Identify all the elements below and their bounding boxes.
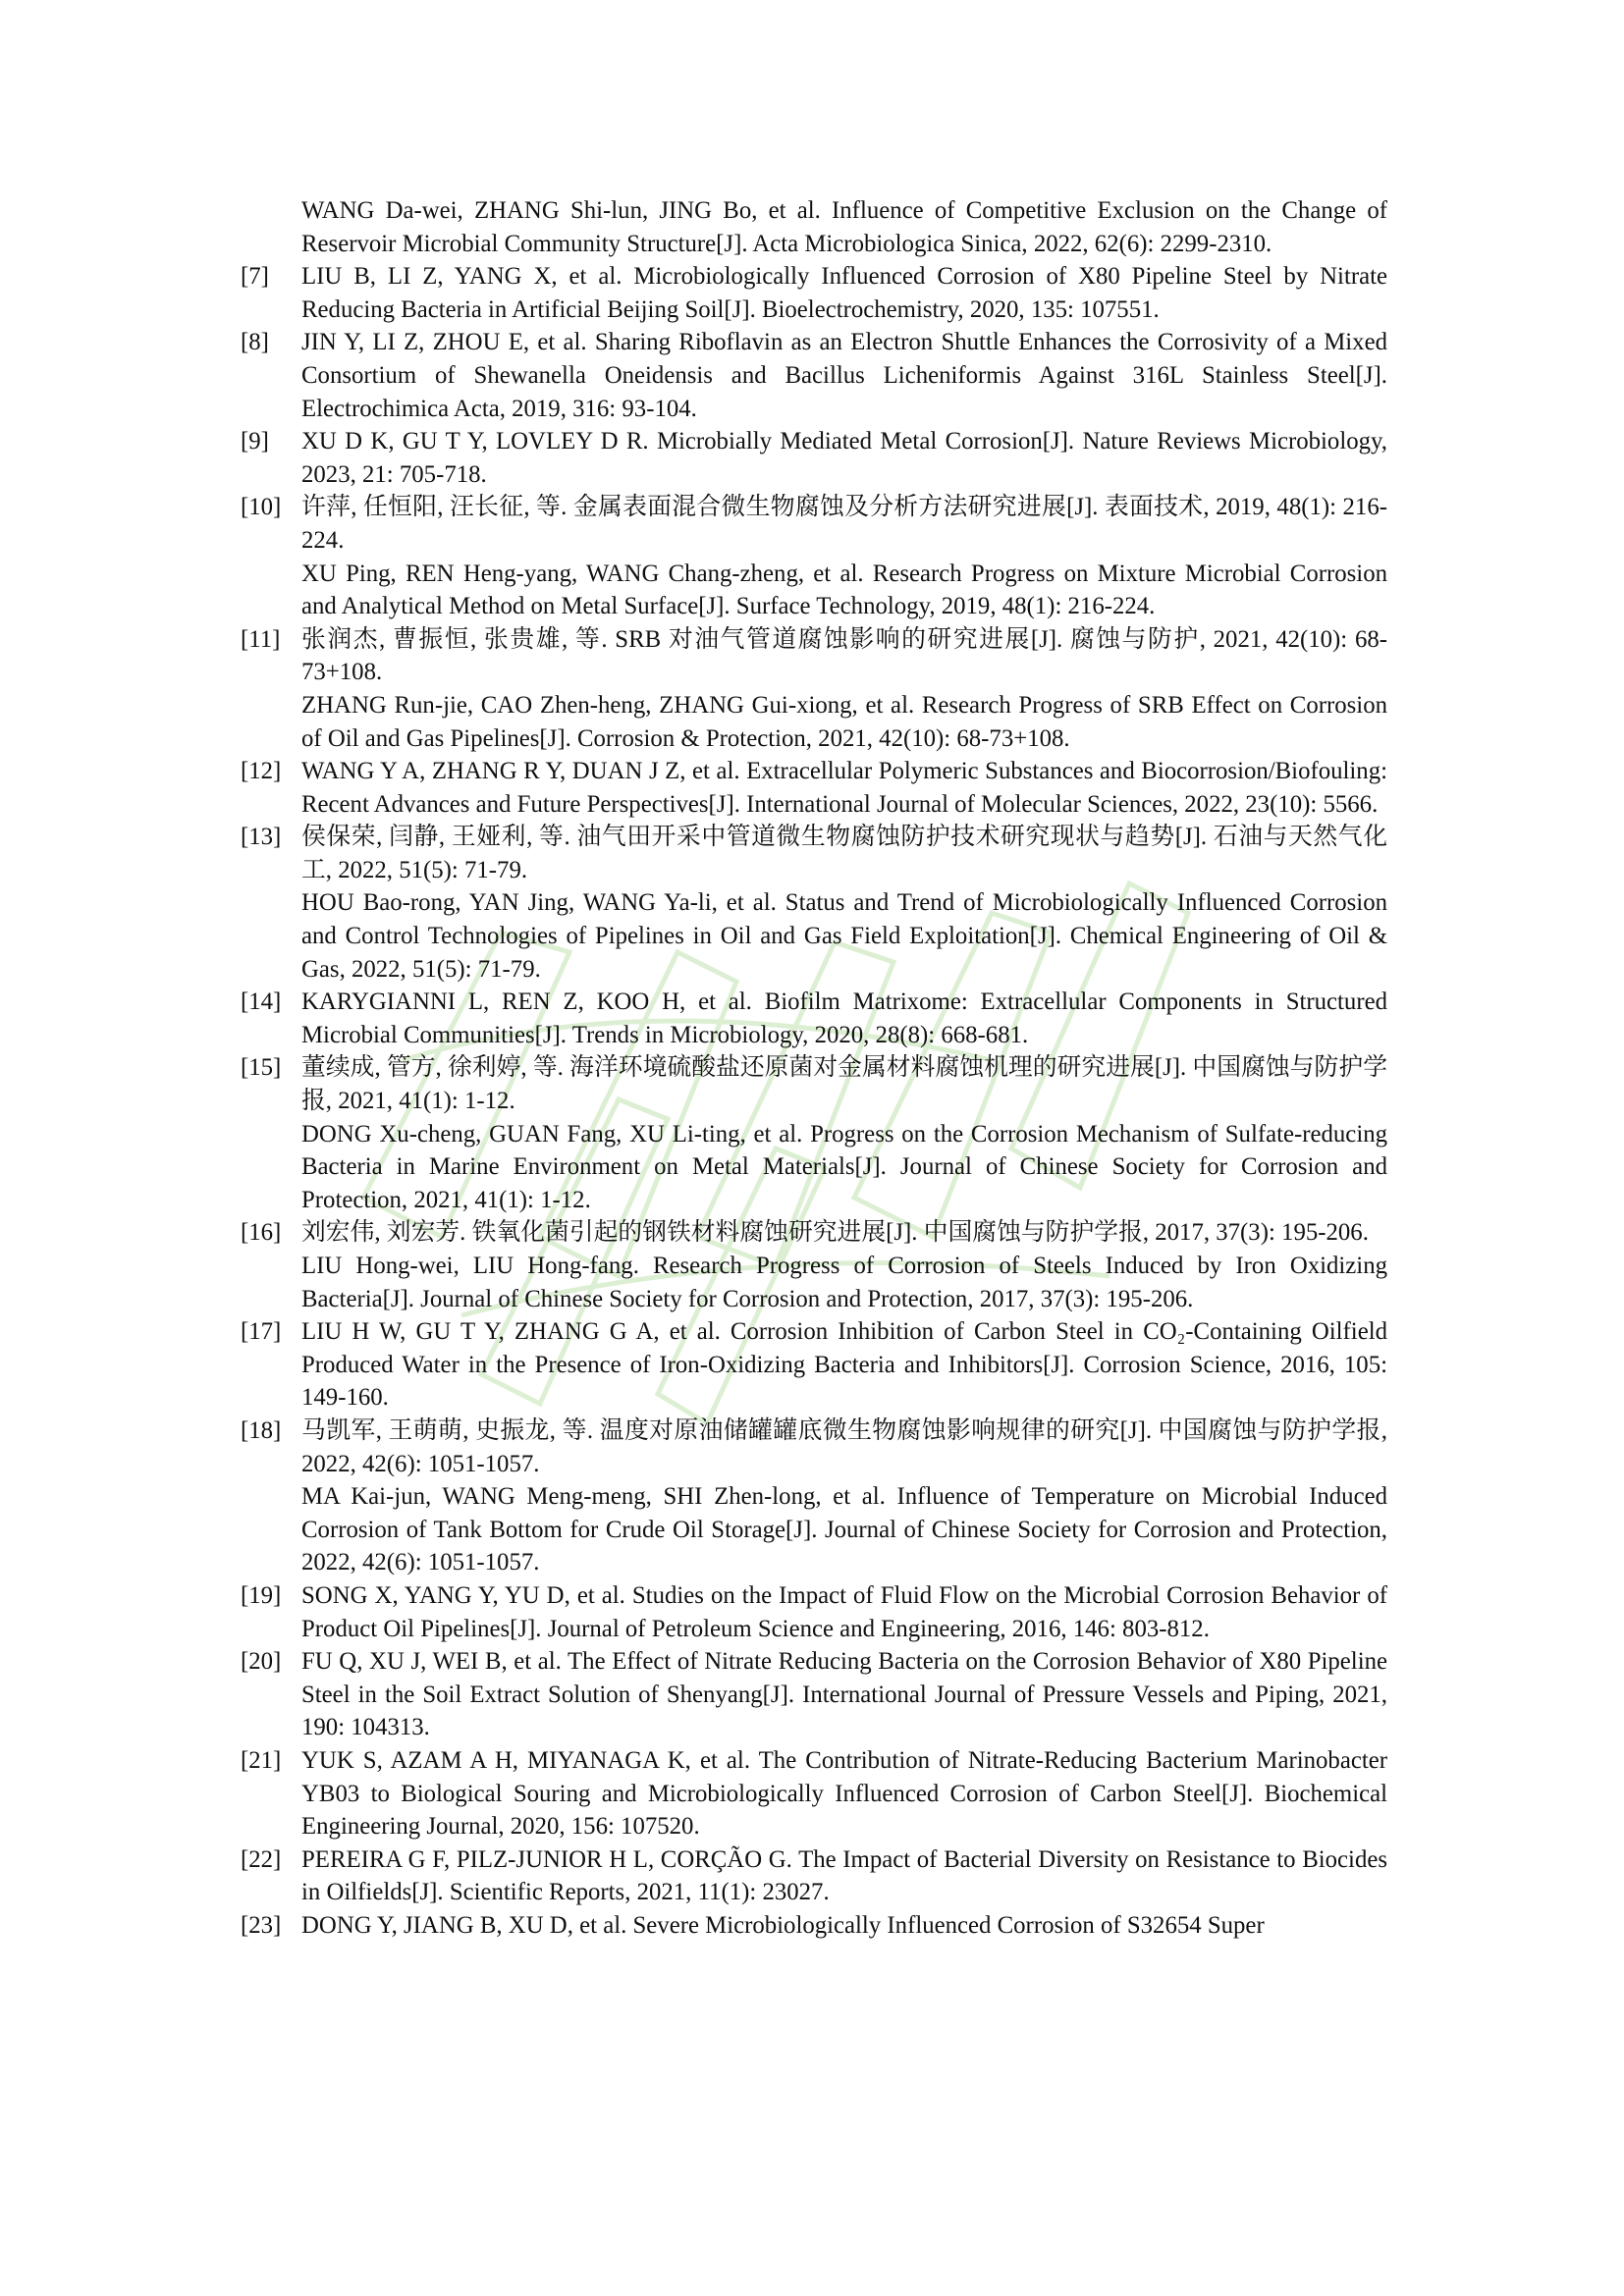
reference-text: ZHANG Run-jie, CAO Zhen-heng, ZHANG Gui-xiong, et al. Research Progress of SRB Effect on Corrosion of Oil and Gas Pipelines[J]. Corrosion & Protection, 2021, 42(10): 68-73+108. [301,691,1387,752]
reference-entry [241,1051,1387,1216]
reference-text: DONG Xu-cheng, GUAN Fang, XU Li-ting, et al. Progress on the Corrosion Mechanism of Sulfate-reducing Bacteria in Marine Environment on Metal Materials[J]. Journal of Chinese Society for Corrosion and Protection, 2021, 41(1): 1-12. [301,1120,1387,1213]
reference-text: LIU B, LI Z, YANG X, et al. Microbiologically Influenced Corrosion of X80 Pipeline Steel by Nitrate Reducing Bacteria in Artificial Beijing Soil[J]. Bioelectrochemistry, 2020, 135: 107551. [301,263,1387,323]
reference-number: [16] [241,1219,282,1247]
reference-entry [241,491,1387,622]
reference-text: FU Q, XU J, WEI B, et al. The Effect of Nitrate Reducing Bacteria on the Corrosion Behavior of X80 Pipeline Steel in the Soil Extract Solution of Shenyang[J]. International Journal of Pressure Vessels and Piping, 2021, 190: 104313. [301,1648,1387,1741]
reference-text: XU D K, GU T Y, LOVLEY D R. Microbially Mediated Metal Corrosion[J]. Nature Reviews Microbiology, 2023, 21: 705-718. [301,428,1387,488]
reference-text: 马凯军, 王萌萌, 史振龙, 等. 温度对原油储罐罐底微生物腐蚀影响规律的研究[J]. 中国腐蚀与防护学报, 2022, 42(6): 1051-1057. [301,1416,1387,1477]
reference-number: [9] [241,428,269,455]
reference-entry [241,1645,1387,1744]
reference-entry [241,326,1387,425]
reference-text: SONG X, YANG Y, YU D, et al. Studies on the Impact of Fluid Flow on the Microbial Corrosion Behavior of Product Oil Pipelines[J]. Journal of Petroleum Science and Engineering, 2016, 146: 803-812. [301,1581,1387,1642]
reference-text: 张润杰, 曹振恒, 张贵雄, 等. SRB 对油气管道腐蚀影响的研究进展[J]. 腐蚀与防护, 2021, 42(10): 68-73+108. [301,625,1387,686]
reference-number: [20] [241,1648,282,1676]
reference-number: [11] [241,625,281,653]
reference-number: [23] [241,1911,282,1939]
reference-number: [12] [241,758,282,785]
reference-text: WANG Y A, ZHANG R Y, DUAN J Z, et al. Extracellular Polymeric Substances and Biocorrosion/Biofouling: Recent Advances and Future Perspectives[J]. International Journal of Molecular Sciences, 2022, 23(10): 5566. [301,758,1387,818]
reference-number: [7] [241,263,269,291]
reference-text: LIU H W, GU T Y, ZHANG G A, et al. Corrosion Inhibition of Carbon Steel in CO₂-Containing Oilfield Produced Water in the Presence of Iron-Oxidizing Bacteria and Inhibitors[J]. Corrosion Science, 2016, 105: 149-160. [301,1318,1387,1412]
reference-number: [19] [241,1581,282,1609]
reference-list [241,194,1387,1942]
reference-entry [241,1843,1387,1909]
reference-text: JIN Y, LI Z, ZHOU E, et al. Sharing Riboflavin as an Electron Shuttle Enhances the Corrosivity of a Mixed Consortium of Shewanella Oneidensis and Bacillus Licheniformis Against 316L Stainless Steel[J]. Electrochimica Acta, 2019, 316: 93-104. [301,329,1387,422]
reference-entry [241,1579,1387,1645]
reference-number: [18] [241,1416,282,1444]
reference-entry [241,1415,1387,1579]
reference-entry [241,623,1387,755]
reference-entry [241,1216,1387,1315]
reference-number: [22] [241,1845,282,1873]
reference-entry [241,260,1387,326]
reference-text: HOU Bao-rong, YAN Jing, WANG Ya-li, et al. Status and Trend of Microbiologically Influenced Corrosion and Control Technologies of Pipelines in Oil and Gas Field Exploitation[J]. Chemical Engineering of Oil & Gas, 2022, 51(5): 71-79. [301,889,1387,983]
reference-text: KARYGIANNI L, REN Z, KOO H, et al. Biofilm Matrixome: Extracellular Components in Structured Microbial Communities[J]. Trends in Microbiology, 2020, 28(8): 668-681. [301,988,1387,1048]
reference-text: 侯保荣, 闫静, 王娅利, 等. 油气田开采中管道微生物腐蚀防护技术研究现状与趋势[J]. 石油与天然气化工, 2022, 51(5): 71-79. [301,824,1387,883]
reference-number: [21] [241,1746,282,1774]
reference-text: LIU Hong-wei, LIU Hong-fang. Research Progress of Corrosion of Steels Induced by Iron Oxidizing Bacteria[J]. Journal of Chinese Society for Corrosion and Protection, 2017, 37(3): 195-206. [301,1253,1387,1312]
reference-text: YUK S, AZAM A H, MIYANAGA K, et al. The Contribution of Nitrate-Reducing Bacterium Marinobacter YB03 to Biological Souring and Microbiologically Influenced Corrosion of Carbon Steel[J]. Biochemical Engineering Journal, 2020, 156: 107520. [301,1746,1387,1841]
reference-number: [14] [241,988,282,1016]
reference-text: 刘宏伟, 刘宏芳. 铁氧化菌引起的钢铁材料腐蚀研究进展[J]. 中国腐蚀与防护学报, 2017, 37(3): 195-206. [301,1219,1369,1247]
reference-number: [13] [241,824,282,851]
reference-entry [241,1909,1387,1943]
reference-text: MA Kai-jun, WANG Meng-meng, SHI Zhen-long, et al. Influence of Temperature on Microbial Induced Corrosion of Tank Bottom for Crude Oil Storage[J]. Journal of Chinese Society for Corrosion and Protection, 2022, 42(6): 1051-1057. [301,1483,1387,1576]
reference-text: XU Ping, REN Heng-yang, WANG Chang-zheng, et al. Research Progress on Mixture Microbial Corrosion and Analytical Method on Metal Surface[J]. Surface Technology, 2019, 48(1): 216-224. [301,560,1387,620]
reference-number: [8] [241,329,269,356]
reference-text: DONG Y, JIANG B, XU D, et al. Severe Microbiologically Influenced Corrosion of S32654 Super [301,1911,1265,1939]
reference-entry [241,755,1387,821]
reference-entry [241,986,1387,1051]
reference-entry [241,1744,1387,1843]
reference-text: 许萍, 任恒阳, 汪长征, 等. 金属表面混合微生物腐蚀及分析方法研究进展[J]. 表面技术, 2019, 48(1): 216-224. [301,494,1387,554]
reference-entry [241,194,1387,260]
reference-text: 董续成, 管方, 徐利婷, 等. 海洋环境硫酸盐还原菌对金属材料腐蚀机理的研究进展[J]. 中国腐蚀与防护学报, 2021, 41(1): 1-12. [301,1054,1387,1115]
reference-text: PEREIRA G F, PILZ-JUNIOR H L, CORÇÃO G. The Impact of Bacterial Diversity on Resistance to Biocides in Oilfields[J]. Scientific Reports, 2021, 11(1): 23027. [301,1845,1387,1906]
reference-number: [17] [241,1318,282,1346]
reference-entry [241,425,1387,491]
reference-entry [241,821,1387,986]
reference-entry [241,1315,1387,1415]
reference-text: WANG Da-wei, ZHANG Shi-lun, JING Bo, et al. Influence of Competitive Exclusion on the Change of Reservoir Microbial Community Structure[J]. Acta Microbiologica Sinica, 2022, 62(6): 2299-2310. [301,197,1387,257]
reference-number: [10] [241,494,282,521]
reference-number: [15] [241,1054,282,1082]
